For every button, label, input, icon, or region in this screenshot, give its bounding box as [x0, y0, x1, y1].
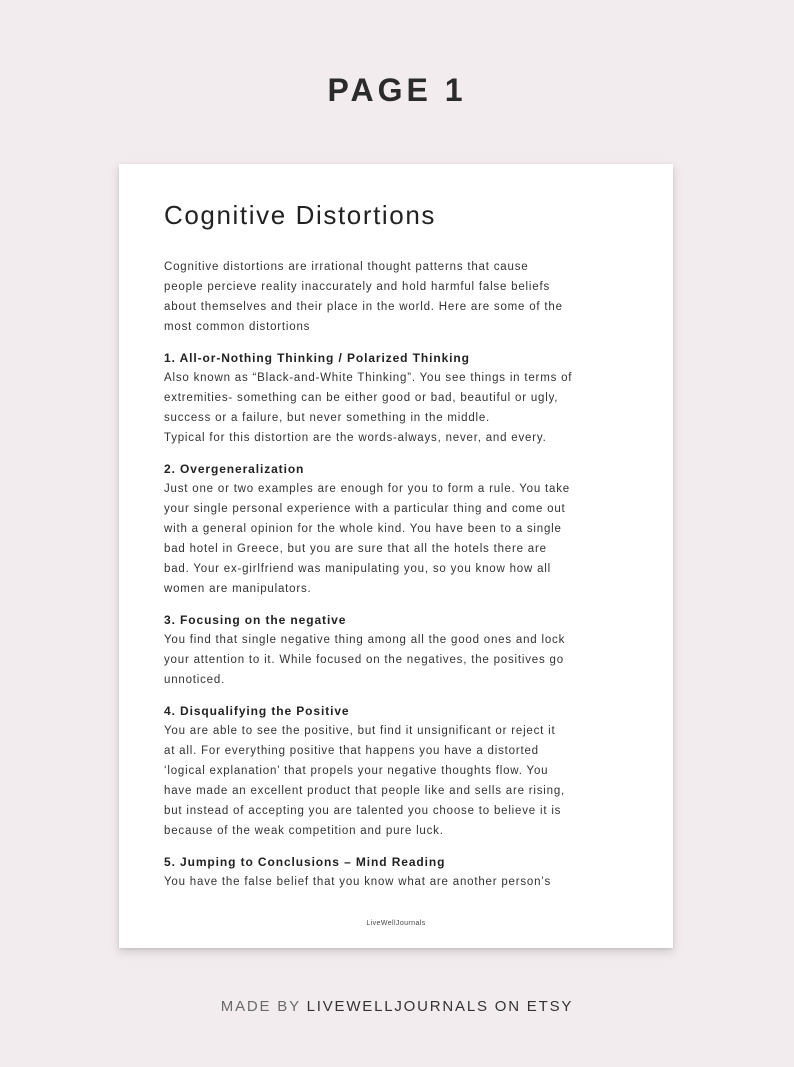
distortion-section-5 [164, 853, 634, 892]
section-body [164, 721, 634, 841]
section-line: ‘logical explanation’ that propels your negative thoughts flow. You [164, 765, 549, 777]
intro-line: most common distortions [164, 321, 311, 333]
section-line: but instead of accepting you are talented you choose to believe it is [164, 805, 562, 817]
section-line: with a general opinion for the whole kind. You have been to a single [164, 523, 562, 535]
section-line: your attention to it. While focused on the negatives, the positives go [164, 654, 564, 666]
section-line: extremities- something can be either good or bad, beautiful or ugly, [164, 392, 559, 404]
section-line: have made an excellent product that people like and sells are rising, [164, 785, 566, 797]
section-line: because of the weak competition and pure luck. [164, 825, 444, 837]
section-heading: 3. Focusing on the negative [164, 613, 347, 627]
section-line: success or a failure, but never something in the middle. [164, 412, 491, 424]
intro-line: people percieve reality inaccurately and hold harmful false beliefs [164, 281, 551, 293]
section-line: Also known as “Black-and-White Thinking”. You see things in terms of [164, 372, 573, 384]
section-line: Typical for this distortion are the words-always, never, and every. [164, 432, 547, 444]
document-title: Cognitive Distortions [164, 200, 437, 230]
distortion-section-3 [164, 611, 634, 690]
section-heading: 5. Jumping to Conclusions – Mind Reading [164, 855, 446, 869]
section-body [164, 368, 634, 448]
section-body [164, 872, 634, 892]
page-label: PAGE 1 [327, 72, 467, 108]
section-heading: 2. Overgeneralization [164, 462, 305, 476]
section-body [164, 630, 634, 690]
section-line: You have the false belief that you know what are another person’s [164, 876, 552, 888]
document-sheet [119, 164, 673, 948]
section-line: unnoticed. [164, 674, 226, 686]
section-heading: 1. All-or-Nothing Thinking / Polarized Thinking [164, 351, 470, 365]
made-by-name: LIVEWELLJOURNALS ON ETSY [306, 998, 574, 1015]
section-body [164, 479, 634, 599]
made-by-credit [0, 998, 794, 1015]
section-line: You are able to see the positive, but find it unsignificant or reject it [164, 725, 556, 737]
section-line: bad. Your ex-girlfriend was manipulating you, so you know how all [164, 563, 551, 575]
intro-line: Cognitive distortions are irrational thought patterns that cause [164, 261, 529, 273]
distortion-section-4 [164, 702, 634, 841]
section-line: You find that single negative thing among all the good ones and lock [164, 634, 566, 646]
section-line: your single personal experience with a particular thing and come out [164, 503, 566, 515]
section-line: at all. For everything positive that happens you have a distorted [164, 745, 539, 757]
intro-paragraph [164, 257, 634, 337]
sheet-footer-brand: LiveWellJournals [366, 920, 426, 927]
distortion-section-2 [164, 460, 634, 599]
distortion-section-1 [164, 349, 634, 448]
section-line: Just one or two examples are enough for you to form a rule. You take [164, 483, 570, 495]
intro-line: about themselves and their place in the world. Here are some of the [164, 301, 563, 313]
section-heading: 4. Disqualifying the Positive [164, 704, 350, 718]
section-line: bad hotel in Greece, but you are sure that all the hotels there are [164, 543, 547, 555]
made-by-prefix: MADE BY [220, 998, 307, 1015]
section-line: women are manipulators. [164, 583, 312, 595]
document-content [164, 200, 634, 904]
